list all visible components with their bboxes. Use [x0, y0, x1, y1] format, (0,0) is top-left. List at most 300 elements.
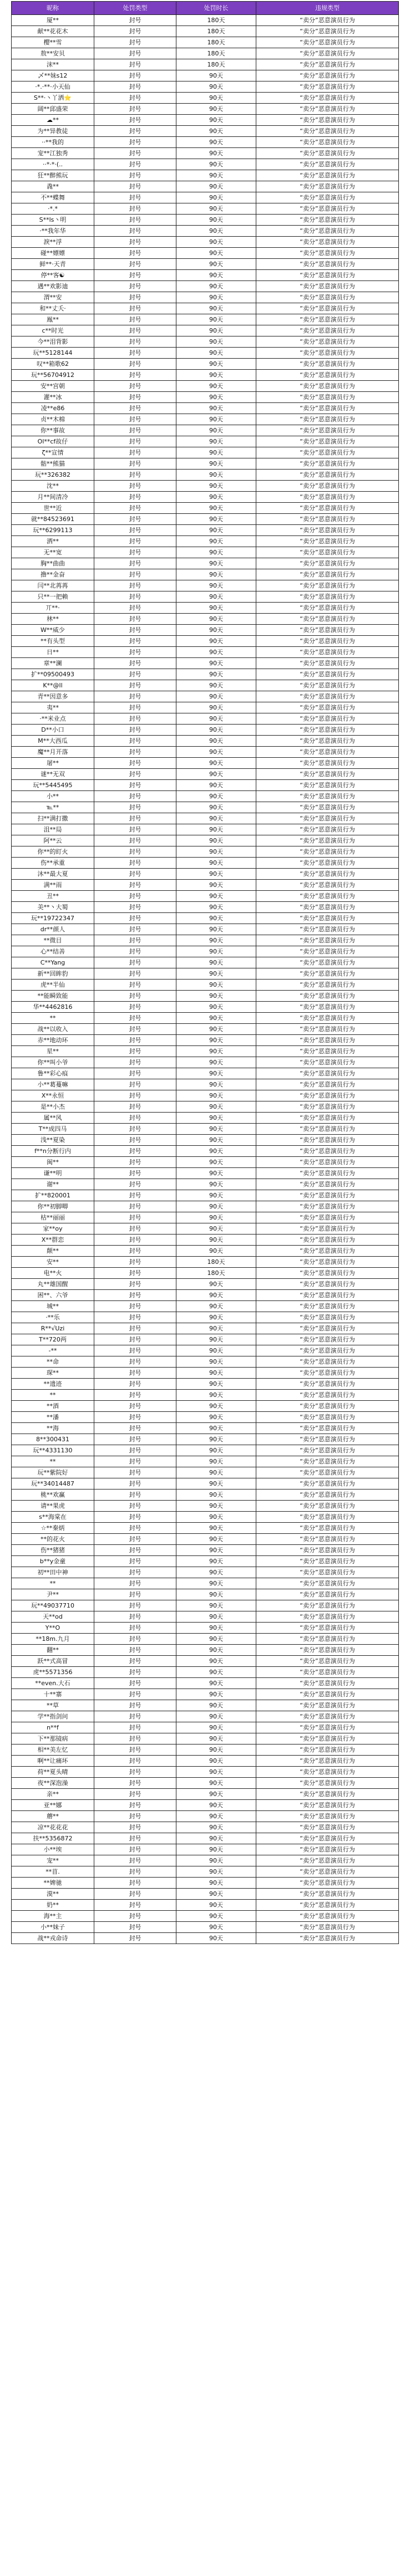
cell-penalty-duration: 90天 [176, 436, 256, 447]
table-row [12, 758, 399, 769]
cell-violation-type: “卖分”恶意演员行为 [256, 1090, 399, 1101]
cell-penalty-duration: 90天 [176, 813, 256, 824]
cell-penalty-type: 封号 [94, 880, 176, 891]
cell-nickname: 骷**熊猫 [12, 458, 94, 470]
cell-nickname: 玩**326382 [12, 470, 94, 481]
cell-penalty-type: 封号 [94, 1889, 176, 1900]
table-row [12, 1235, 399, 1246]
table-row [12, 1744, 399, 1756]
table-row [12, 891, 399, 902]
cell-nickname: 小** [12, 791, 94, 802]
cell-nickname: 星** [12, 1046, 94, 1057]
cell-penalty-duration: 90天 [176, 270, 256, 281]
cell-penalty-type: 封号 [94, 1756, 176, 1767]
cell-nickname: 撸**金奋 [12, 569, 94, 580]
cell-nickname: C**Yang [12, 957, 94, 968]
cell-violation-type: “卖分”恶意演员行为 [256, 1279, 399, 1290]
cell-penalty-duration: 90天 [176, 1623, 256, 1634]
cell-penalty-duration: 90天 [176, 203, 256, 215]
cell-penalty-type: 封号 [94, 514, 176, 525]
table-row [12, 603, 399, 614]
cell-penalty-duration: 90天 [176, 1878, 256, 1889]
cell-violation-type: “卖分”恶意演员行为 [256, 414, 399, 425]
cell-penalty-duration: 90天 [176, 957, 256, 968]
table-row [12, 1678, 399, 1689]
cell-penalty-type: 封号 [94, 1257, 176, 1268]
table-row [12, 1301, 399, 1312]
cell-penalty-type: 封号 [94, 281, 176, 292]
cell-penalty-duration: 90天 [176, 1445, 256, 1456]
cell-penalty-type: 封号 [94, 835, 176, 846]
cell-penalty-type: 封号 [94, 1412, 176, 1423]
cell-penalty-type: 封号 [94, 1124, 176, 1135]
cell-penalty-type: 封号 [94, 115, 176, 126]
cell-penalty-type: 封号 [94, 525, 176, 536]
cell-penalty-duration: 90天 [176, 802, 256, 813]
cell-penalty-type: 封号 [94, 1456, 176, 1467]
cell-violation-type: “卖分”恶意演员行为 [256, 1412, 399, 1423]
cell-penalty-duration: 90天 [176, 1246, 256, 1257]
table-row [12, 569, 399, 580]
cell-violation-type: “卖分”恶意演员行为 [256, 1246, 399, 1257]
cell-violation-type: “卖分”恶意演员行为 [256, 48, 399, 59]
cell-penalty-duration: 90天 [176, 1523, 256, 1534]
cell-penalty-type: 封号 [94, 1611, 176, 1623]
table-row [12, 470, 399, 481]
table-row [12, 725, 399, 736]
cell-violation-type: “卖分”恶意演员行为 [256, 1334, 399, 1345]
cell-penalty-duration: 90天 [176, 370, 256, 381]
table-row [12, 1512, 399, 1523]
cell-penalty-duration: 90天 [176, 1312, 256, 1323]
cell-violation-type: “卖分”恶意演员行为 [256, 680, 399, 691]
cell-violation-type: “卖分”恶意演员行为 [256, 436, 399, 447]
cell-penalty-duration: 90天 [176, 1478, 256, 1490]
cell-penalty-type: 封号 [94, 159, 176, 170]
table-row [12, 447, 399, 458]
cell-penalty-type: 封号 [94, 1789, 176, 1800]
cell-penalty-type: 封号 [94, 15, 176, 26]
cell-penalty-type: 封号 [94, 1368, 176, 1379]
cell-nickname: 扫**满打撒 [12, 813, 94, 824]
cell-penalty-type: 封号 [94, 1589, 176, 1600]
cell-penalty-type: 封号 [94, 669, 176, 680]
table-row [12, 1068, 399, 1079]
cell-nickname: 跃**式高冒 [12, 1656, 94, 1667]
cell-nickname: 闽** [12, 1157, 94, 1168]
cell-penalty-type: 封号 [94, 580, 176, 591]
cell-nickname: **潘 [12, 1412, 94, 1423]
cell-nickname: 谢** [12, 1179, 94, 1190]
cell-nickname: ** [12, 1456, 94, 1467]
cell-penalty-duration: 90天 [176, 1334, 256, 1345]
cell-penalty-type: 封号 [94, 425, 176, 436]
cell-penalty-type: 封号 [94, 259, 176, 270]
cell-penalty-type: 封号 [94, 691, 176, 702]
table-row [12, 1789, 399, 1800]
table-row [12, 991, 399, 1002]
cell-penalty-duration: 90天 [176, 1490, 256, 1501]
cell-nickname: 海**主 [12, 1911, 94, 1922]
cell-penalty-type: 封号 [94, 1490, 176, 1501]
cell-penalty-type: 封号 [94, 414, 176, 425]
table-row [12, 1611, 399, 1623]
cell-nickname: 和**丈夭· [12, 303, 94, 314]
cell-penalty-duration: 90天 [176, 159, 256, 170]
cell-nickname: 玩**5128144 [12, 348, 94, 359]
cell-penalty-duration: 90天 [176, 259, 256, 270]
cell-violation-type: “卖分”恶意演员行为 [256, 148, 399, 159]
table-row [12, 1090, 399, 1101]
cell-violation-type: “卖分”恶意演员行为 [256, 336, 399, 348]
cell-violation-type: “卖分”恶意演员行为 [256, 1135, 399, 1146]
table-row [12, 1889, 399, 1900]
cell-violation-type: “卖分”恶意演员行为 [256, 458, 399, 470]
cell-violation-type: “卖分”恶意演员行为 [256, 891, 399, 902]
cell-nickname: 毳** [12, 181, 94, 192]
cell-penalty-duration: 90天 [176, 691, 256, 702]
cell-violation-type: “卖分”恶意演员行为 [256, 1900, 399, 1911]
cell-nickname: 虎**半仙 [12, 980, 94, 991]
cell-violation-type: “卖分”恶意演员行为 [256, 1567, 399, 1578]
table-row [12, 1201, 399, 1212]
cell-nickname: 困**、六爷 [12, 1290, 94, 1301]
cell-nickname: s**海棠在 [12, 1512, 94, 1523]
cell-nickname: 下**那镜病 [12, 1733, 94, 1744]
cell-nickname: 厦** [12, 15, 94, 26]
table-row [12, 1401, 399, 1412]
cell-violation-type: “卖分”恶意演员行为 [256, 1689, 399, 1700]
cell-violation-type: “卖分”恶意演员行为 [256, 1833, 399, 1844]
table-row [12, 1722, 399, 1733]
cell-penalty-duration: 90天 [176, 1512, 256, 1523]
cell-penalty-duration: 90天 [176, 1800, 256, 1811]
table-row [12, 1523, 399, 1534]
cell-penalty-type: 封号 [94, 536, 176, 547]
table-row [12, 1356, 399, 1368]
cell-penalty-type: 封号 [94, 1667, 176, 1678]
cell-penalty-type: 封号 [94, 370, 176, 381]
cell-nickname: 城** [12, 1301, 94, 1312]
table-row [12, 636, 399, 647]
cell-penalty-type: 封号 [94, 37, 176, 48]
cell-penalty-duration: 90天 [176, 1179, 256, 1190]
cell-penalty-duration: 90天 [176, 170, 256, 181]
table-row [12, 414, 399, 425]
cell-penalty-duration: 90天 [176, 1401, 256, 1412]
cell-violation-type: “卖分”恶意演员行为 [256, 1545, 399, 1556]
cell-penalty-type: 封号 [94, 968, 176, 980]
header-violation-type: 违规类型 [256, 2, 399, 15]
table-row [12, 1246, 399, 1257]
cell-penalty-type: 封号 [94, 203, 176, 215]
cell-violation-type: “卖分”恶意演员行为 [256, 591, 399, 603]
table-row [12, 625, 399, 636]
cell-penalty-type: 封号 [94, 1079, 176, 1090]
table-row [12, 1866, 399, 1878]
cell-violation-type: “卖分”恶意演员行为 [256, 425, 399, 436]
cell-violation-type: “卖分”恶意演员行为 [256, 1379, 399, 1390]
cell-penalty-type: 封号 [94, 1135, 176, 1146]
table-row [12, 292, 399, 303]
cell-nickname: ☆**秦炳 [12, 1523, 94, 1534]
cell-penalty-duration: 90天 [176, 968, 256, 980]
cell-penalty-type: 封号 [94, 846, 176, 858]
cell-nickname: 夜**深泡澡 [12, 1778, 94, 1789]
cell-nickname: 荷**夏头晴 [12, 1767, 94, 1778]
cell-penalty-duration: 90天 [176, 292, 256, 303]
cell-penalty-type: 封号 [94, 1090, 176, 1101]
table-row [12, 1667, 399, 1678]
table-row [12, 1168, 399, 1179]
cell-penalty-type: 封号 [94, 1778, 176, 1789]
cell-violation-type: “卖分”恶意演员行为 [256, 1889, 399, 1900]
table-row [12, 403, 399, 414]
cell-penalty-duration: 90天 [176, 547, 256, 558]
cell-penalty-type: 封号 [94, 215, 176, 226]
cell-penalty-type: 封号 [94, 1057, 176, 1068]
cell-nickname: 鳯** [12, 314, 94, 325]
cell-penalty-duration: 90天 [176, 980, 256, 991]
cell-nickname: 世**近 [12, 503, 94, 514]
cell-penalty-duration: 180天 [176, 15, 256, 26]
table-row [12, 237, 399, 248]
cell-penalty-type: 封号 [94, 747, 176, 758]
cell-violation-type: “卖分”恶意演员行为 [256, 913, 399, 924]
table-row [12, 381, 399, 392]
cell-penalty-duration: 90天 [176, 1046, 256, 1057]
cell-violation-type: “卖分”恶意演员行为 [256, 1035, 399, 1046]
cell-violation-type: “卖分”恶意演员行为 [256, 181, 399, 192]
table-row [12, 1456, 399, 1467]
table-row [12, 81, 399, 93]
cell-penalty-type: 封号 [94, 1223, 176, 1235]
cell-penalty-duration: 90天 [176, 1578, 256, 1589]
cell-violation-type: “卖分”恶意演员行为 [256, 37, 399, 48]
table-row [12, 1811, 399, 1822]
table-row [12, 1800, 399, 1811]
cell-nickname: 青**因意多 [12, 691, 94, 702]
cell-nickname: 丸**雄国醒 [12, 1279, 94, 1290]
cell-penalty-type: 封号 [94, 858, 176, 869]
table-row [12, 869, 399, 880]
cell-violation-type: “卖分”恶意演员行为 [256, 1878, 399, 1889]
cell-penalty-duration: 90天 [176, 359, 256, 370]
cell-penalty-duration: 90天 [176, 414, 256, 425]
table-row [12, 1157, 399, 1168]
cell-penalty-duration: 90天 [176, 81, 256, 93]
cell-nickname: 叹**箱歌62 [12, 359, 94, 370]
cell-nickname: 阿**云 [12, 835, 94, 846]
cell-nickname: 扩**09500493 [12, 669, 94, 680]
cell-penalty-duration: 90天 [176, 935, 256, 946]
cell-nickname: Y**O [12, 1623, 94, 1634]
table-row [12, 1368, 399, 1379]
cell-nickname: 啊**让痛坏 [12, 1756, 94, 1767]
cell-nickname: 今**泪背影 [12, 336, 94, 348]
cell-penalty-type: 封号 [94, 1390, 176, 1401]
cell-nickname: 心**结善 [12, 946, 94, 957]
cell-penalty-duration: 90天 [176, 713, 256, 725]
cell-nickname: 请**果虎 [12, 1501, 94, 1512]
table-row [12, 1767, 399, 1778]
cell-violation-type: “卖分”恶意演员行为 [256, 835, 399, 846]
cell-penalty-duration: 90天 [176, 1656, 256, 1667]
cell-violation-type: “卖分”恶意演员行为 [256, 1911, 399, 1922]
cell-violation-type: “卖分”恶意演员行为 [256, 580, 399, 591]
cell-nickname: **遗迹 [12, 1379, 94, 1390]
cell-nickname: **even.大石 [12, 1678, 94, 1689]
cell-penalty-type: 封号 [94, 1534, 176, 1545]
cell-penalty-duration: 90天 [176, 1634, 256, 1645]
cell-penalty-duration: 90天 [176, 503, 256, 514]
cell-penalty-type: 封号 [94, 1678, 176, 1689]
cell-penalty-duration: 90天 [176, 1290, 256, 1301]
cell-nickname: 只**一把赖 [12, 591, 94, 603]
table-row [12, 336, 399, 348]
cell-penalty-duration: 90天 [176, 835, 256, 846]
cell-nickname: T**720两 [12, 1334, 94, 1345]
cell-violation-type: “卖分”恶意演员行为 [256, 1179, 399, 1190]
cell-penalty-type: 封号 [94, 1445, 176, 1456]
cell-violation-type: “卖分”恶意演员行为 [256, 1744, 399, 1756]
cell-violation-type: “卖分”恶意演员行为 [256, 192, 399, 203]
cell-penalty-duration: 90天 [176, 514, 256, 525]
table-row [12, 547, 399, 558]
cell-penalty-type: 封号 [94, 869, 176, 880]
cell-nickname: **的花火 [12, 1534, 94, 1545]
cell-violation-type: “卖分”恶意演员行为 [256, 1922, 399, 1933]
cell-penalty-duration: 90天 [176, 680, 256, 691]
cell-penalty-type: 封号 [94, 1933, 176, 1944]
table-row [12, 1257, 399, 1268]
cell-nickname: **苜. [12, 1866, 94, 1878]
cell-nickname: n**f [12, 1722, 94, 1733]
cell-penalty-duration: 90天 [176, 525, 256, 536]
cell-violation-type: “卖分”恶意演员行为 [256, 359, 399, 370]
cell-penalty-type: 封号 [94, 1279, 176, 1290]
cell-penalty-duration: 90天 [176, 1212, 256, 1223]
cell-penalty-type: 封号 [94, 381, 176, 392]
table-row [12, 159, 399, 170]
table-row [12, 835, 399, 846]
cell-penalty-type: 封号 [94, 680, 176, 691]
table-row [12, 536, 399, 547]
cell-penalty-duration: 90天 [176, 791, 256, 802]
cell-penalty-type: 封号 [94, 59, 176, 70]
cell-penalty-duration: 90天 [176, 1922, 256, 1933]
table-row [12, 1079, 399, 1090]
cell-nickname: ·*.·**·小天仙 [12, 81, 94, 93]
table-row [12, 1600, 399, 1611]
table-row [12, 1035, 399, 1046]
table-row [12, 359, 399, 370]
cell-violation-type: “卖分”恶意演员行为 [256, 991, 399, 1002]
table-row [12, 104, 399, 115]
table-row [12, 59, 399, 70]
cell-penalty-type: 封号 [94, 1866, 176, 1878]
cell-nickname: 鲜**·天青 [12, 259, 94, 270]
cell-violation-type: “卖分”恶意演员行为 [256, 1068, 399, 1079]
cell-nickname: 玩**5445495 [12, 780, 94, 791]
cell-penalty-duration: 90天 [176, 447, 256, 458]
table-row [12, 1423, 399, 1434]
cell-penalty-duration: 90天 [176, 846, 256, 858]
cell-nickname: 十**寨 [12, 1689, 94, 1700]
cell-penalty-type: 封号 [94, 492, 176, 503]
cell-violation-type: “卖分”恶意演员行为 [256, 1168, 399, 1179]
cell-penalty-type: 封号 [94, 470, 176, 481]
table-row [12, 226, 399, 237]
cell-penalty-type: 封号 [94, 148, 176, 159]
cell-nickname: 屠** [12, 758, 94, 769]
cell-penalty-duration: 90天 [176, 303, 256, 314]
table-row [12, 48, 399, 59]
cell-penalty-type: 封号 [94, 1179, 176, 1190]
cell-nickname: K**@ll [12, 680, 94, 691]
cell-penalty-type: 封号 [94, 1290, 176, 1301]
cell-violation-type: “卖分”恶意演员行为 [256, 536, 399, 547]
cell-violation-type: “卖分”恶意演员行为 [256, 1855, 399, 1866]
cell-violation-type: “卖分”恶意演员行为 [256, 314, 399, 325]
cell-penalty-type: 封号 [94, 1467, 176, 1478]
cell-penalty-type: 封号 [94, 1833, 176, 1844]
cell-nickname: 章**澜 [12, 658, 94, 669]
cell-penalty-type: 封号 [94, 1922, 176, 1933]
cell-nickname: X**永恒 [12, 1090, 94, 1101]
table-row [12, 1700, 399, 1711]
cell-violation-type: “卖分”恶意演员行为 [256, 1467, 399, 1478]
cell-nickname: 闫**北苒苒 [12, 580, 94, 591]
cell-penalty-duration: 90天 [176, 1600, 256, 1611]
cell-violation-type: “卖分”恶意演员行为 [256, 1157, 399, 1168]
cell-penalty-type: 封号 [94, 1711, 176, 1722]
cell-penalty-duration: 90天 [176, 1157, 256, 1168]
table-row [12, 148, 399, 159]
table-row [12, 1822, 399, 1833]
cell-penalty-duration: 90天 [176, 1767, 256, 1778]
cell-violation-type: “卖分”恶意演员行为 [256, 858, 399, 869]
cell-violation-type: “卖分”恶意演员行为 [256, 1301, 399, 1312]
cell-penalty-type: 封号 [94, 758, 176, 769]
cell-nickname: ** [12, 1390, 94, 1401]
cell-nickname: R**√Uzi [12, 1323, 94, 1334]
table-row [12, 1567, 399, 1578]
table-row [12, 1101, 399, 1113]
cell-nickname: 宠** [12, 1855, 94, 1866]
table-row [12, 591, 399, 603]
cell-penalty-type: 封号 [94, 1312, 176, 1323]
cell-violation-type: “卖分”恶意演员行为 [256, 924, 399, 935]
cell-penalty-type: 封号 [94, 813, 176, 824]
cell-nickname: dr**颜人 [12, 924, 94, 935]
cell-violation-type: “卖分”恶意演员行为 [256, 325, 399, 336]
cell-penalty-duration: 90天 [176, 736, 256, 747]
table-row [12, 1290, 399, 1301]
table-row [12, 924, 399, 935]
cell-penalty-duration: 90天 [176, 1534, 256, 1545]
cell-penalty-type: 封号 [94, 713, 176, 725]
cell-penalty-type: 封号 [94, 1623, 176, 1634]
cell-penalty-duration: 90天 [176, 669, 256, 680]
table-row [12, 1634, 399, 1645]
cell-penalty-type: 封号 [94, 1478, 176, 1490]
cell-violation-type: “卖分”恶意演员行为 [256, 392, 399, 403]
table-row [12, 1013, 399, 1024]
cell-nickname: D**小口 [12, 725, 94, 736]
cell-violation-type: “卖分”恶意演员行为 [256, 902, 399, 913]
cell-violation-type: “卖分”恶意演员行为 [256, 447, 399, 458]
